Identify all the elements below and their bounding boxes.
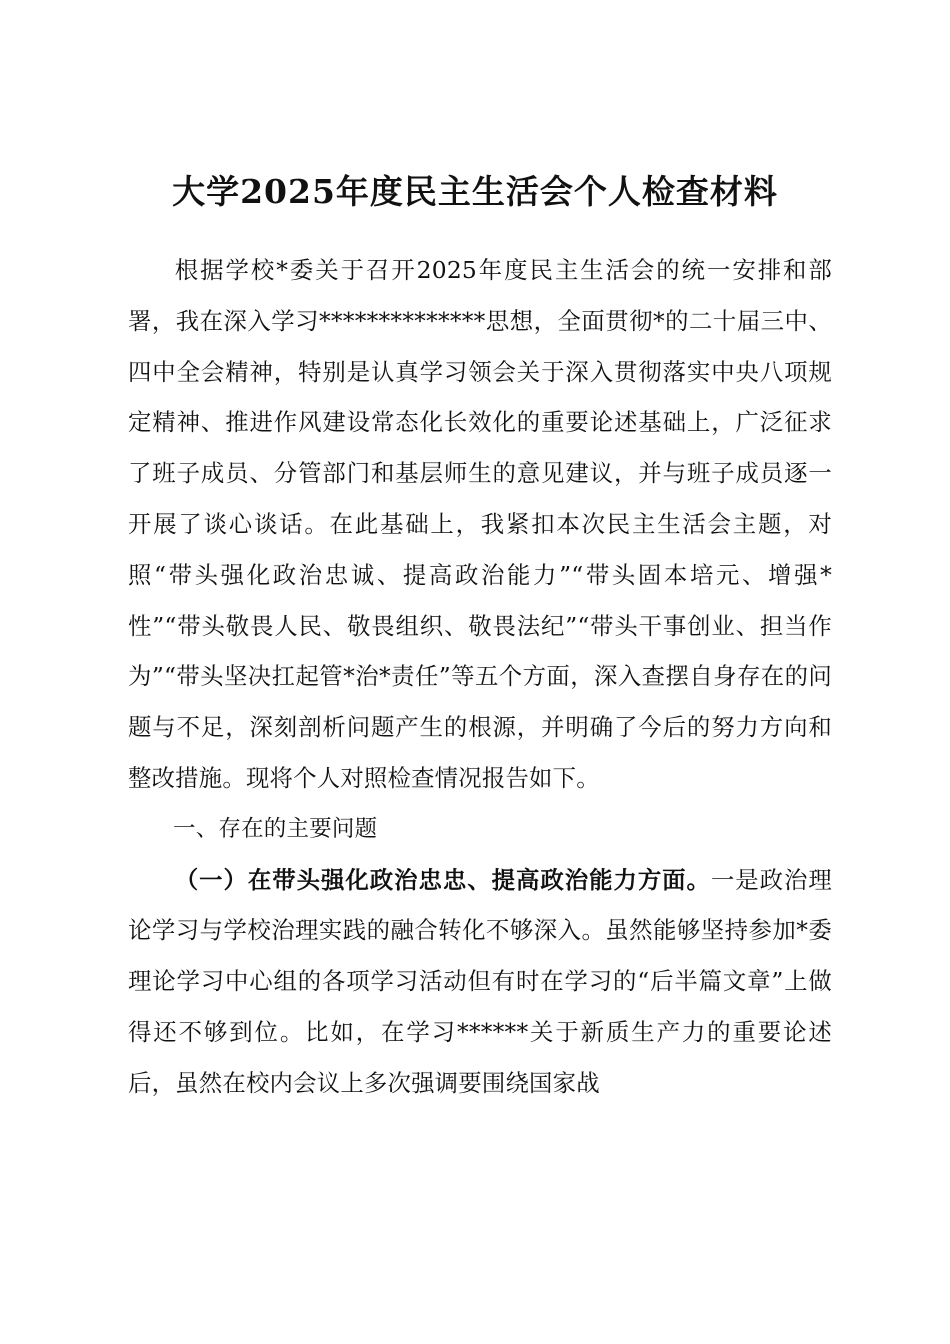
subsection-paragraph [128, 855, 832, 1109]
subsection-text: 一是政治理论学习与学校治理实践的融合转化不够深入。虽然能够坚持参加*委理论学习中心组的各项学习活动但有时在学习的“后半篇文章”上做得还不够到位。比如，在学习******关于新质生产力的重要论述后，虽然在校内会议上多次强调要围绕国家战 [128, 865, 833, 1097]
document-body [128, 245, 832, 1109]
subsection-heading: （一）在带头强化政治忠忠、提高政治能力方面。 [174, 865, 711, 894]
section-heading-problems: 一、存在的主要问题 [173, 815, 378, 842]
document-title: 大学2025年度民主生活会个人检查材料 [172, 172, 778, 211]
intro-paragraph: 根据学校*委关于召开2025年度民主生活会的统一安排和部署，我在深入学习**************思想，全面贯彻*的二十届三中、四中全会精神，特别是认真学习领会关于深入贯彻落实中央八项规定精神、推进作风建设常态化长效化的重要论述基础上，广泛征求了班子成员、分管部门和基层师生的意见建议，并与班子成员逐一开展了谈心谈话。在此基础上，我紧扣本次民主生活会主题，对照“带头强化政治忠诚、提高政治能力”“带头固本培元、增强*性”“带头敬畏人民、敬畏组织、敬畏法纪”“带头干事创业、担当作为”“带头坚决扛起管*治*责任”等五个方面，深入查摆自身存在的问题与不足，深刻剖析问题产生的根源，并明确了今后的努力方向和整改措施。现将个人对照检查情况报告如下。 [128, 256, 832, 792]
